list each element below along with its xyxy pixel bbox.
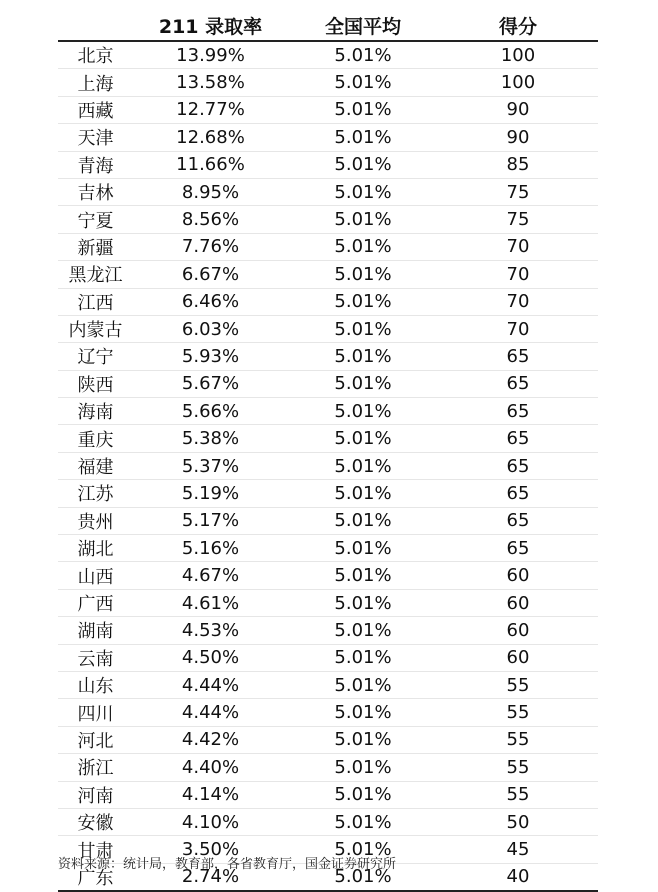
score-cell: 90 [506,99,530,121]
province-cell: 内蒙古 [68,320,123,342]
rate-cell: 4.67% [181,565,240,587]
score-cell: 60 [506,647,530,669]
rate-cell: 4.50% [181,647,240,669]
province-cell: 上海 [77,73,114,95]
average-cell: 5.01% [334,619,392,641]
province-cell: 云南 [77,648,114,670]
average-cell: 5.01% [334,99,392,121]
rate-cell: 6.46% [181,291,240,313]
average-cell: 5.01% [334,181,392,203]
average-cell: 5.01% [334,510,392,532]
province-cell: 北京 [77,46,114,68]
table-body [58,41,598,891]
average-cell: 5.01% [334,866,392,888]
score-cell: 60 [506,619,530,641]
score-cell: 70 [506,318,530,340]
score-cell: 60 [506,592,530,614]
province-cell: 宁夏 [77,210,114,232]
score-cell: 65 [506,482,530,504]
average-cell: 5.01% [334,565,392,587]
average-cell: 5.01% [334,729,392,751]
table-row [58,261,598,288]
province-cell: 四川 [77,703,114,725]
average-cell: 5.01% [334,784,392,806]
table-row [58,535,598,562]
table-row [58,644,598,671]
table-row [58,781,598,808]
province-cell: 海南 [77,402,114,424]
header-row [58,10,598,41]
average-cell: 5.01% [334,839,392,861]
rate-cell: 7.76% [181,236,240,258]
score-cell: 55 [506,674,530,696]
rate-cell: 4.42% [181,729,240,751]
rate-cell: 13.99% [176,44,245,66]
score-cell: 65 [506,510,530,532]
province-cell: 重庆 [77,429,114,451]
table-row [58,151,598,178]
rate-cell: 5.16% [181,537,240,559]
score-cell: 55 [506,784,530,806]
average-cell: 5.01% [334,674,392,696]
province-cell: 湖南 [77,621,114,643]
average-cell: 5.01% [334,44,392,66]
table-row [58,589,598,616]
score-cell: 75 [506,181,530,203]
score-cell: 50 [506,811,530,833]
rate-cell: 4.61% [181,592,240,614]
rate-cell: 5.37% [181,455,240,477]
rate-cell: 6.03% [181,318,240,340]
province-cell: 新疆 [77,237,114,259]
average-cell: 5.01% [334,209,392,231]
rate-cell: 5.19% [181,482,240,504]
province-cell: 福建 [77,457,114,479]
table-row [58,398,598,425]
province-cell: 湖北 [77,539,114,561]
score-cell: 90 [506,126,530,148]
average-cell: 5.01% [334,756,392,778]
rate-cell: 12.77% [176,99,245,121]
source-note: 资料来源：统计局，教育部，各省教育厅，国金证券研究所 [58,857,397,872]
table-row [58,41,598,69]
average-cell: 5.01% [334,455,392,477]
rate-cell: 3.50% [181,839,240,861]
province-cell: 西藏 [77,100,114,122]
table-row [58,699,598,726]
rate-cell: 4.44% [181,674,240,696]
rate-cell: 4.10% [181,811,240,833]
province-cell: 贵州 [77,511,114,533]
average-cell: 5.01% [334,236,392,258]
province-cell: 黑龙江 [68,265,123,287]
score-cell: 60 [506,565,530,587]
average-cell: 5.01% [334,126,392,148]
score-cell: 65 [506,455,530,477]
table-row [58,808,598,835]
table-row [58,288,598,315]
province-cell: 广东 [77,867,114,889]
table-row [58,124,598,151]
rate-cell: 5.38% [181,428,240,450]
table-row [58,178,598,205]
table-row [58,315,598,342]
score-cell: 65 [506,373,530,395]
admission-rate-table-container [58,10,598,892]
score-cell: 70 [506,236,530,258]
average-cell: 5.01% [334,318,392,340]
average-cell: 5.01% [334,291,392,313]
average-cell: 5.01% [334,154,392,176]
rate-cell: 8.95% [181,181,240,203]
score-cell: 65 [506,345,530,367]
table-row [58,480,598,507]
average-cell: 5.01% [334,482,392,504]
province-cell: 陕西 [77,374,114,396]
admission-rate-table [58,10,598,892]
rate-cell: 5.66% [181,400,240,422]
average-cell: 5.01% [334,592,392,614]
province-cell: 天津 [77,128,114,150]
rate-cell: 5.67% [181,373,240,395]
table-row [58,671,598,698]
score-cell: 65 [506,400,530,422]
score-cell: 55 [506,702,530,724]
score-cell: 85 [506,154,530,176]
score-cell: 40 [506,866,530,888]
average-cell: 5.01% [334,428,392,450]
rate-cell: 12.68% [176,126,245,148]
rate-cell: 4.14% [181,784,240,806]
score-cell: 65 [506,537,530,559]
table-row [58,726,598,753]
rate-cell: 8.56% [181,209,240,231]
table-row [58,562,598,589]
table-row [58,754,598,781]
score-cell: 75 [506,209,530,231]
header-211-rate: 211 录取率 [133,10,288,41]
average-cell: 5.01% [334,72,392,94]
score-cell: 65 [506,428,530,450]
average-cell: 5.01% [334,647,392,669]
average-cell: 5.01% [334,373,392,395]
table-row [58,617,598,644]
table-row [58,452,598,479]
score-cell: 70 [506,263,530,285]
score-cell: 55 [506,729,530,751]
score-cell: 55 [506,756,530,778]
province-cell: 浙江 [77,758,114,780]
table-row [58,343,598,370]
table-row [58,69,598,96]
score-cell: 70 [506,291,530,313]
table-row [58,96,598,123]
header-province [58,10,133,41]
province-cell: 江苏 [77,484,114,506]
average-cell: 5.01% [334,400,392,422]
province-cell: 安徽 [77,813,114,835]
province-cell: 广西 [77,594,114,615]
province-cell: 吉林 [77,183,114,205]
province-cell: 河南 [77,785,114,807]
score-cell: 45 [506,839,530,861]
average-cell: 5.01% [334,263,392,285]
rate-cell: 11.66% [176,154,245,176]
rate-cell: 5.17% [181,510,240,532]
province-cell: 江西 [77,292,114,314]
score-cell: 100 [500,44,536,66]
rate-cell: 4.40% [181,756,240,778]
rate-cell: 4.53% [181,619,240,641]
province-cell: 山东 [77,676,114,698]
score-cell: 100 [500,72,536,94]
province-cell: 甘肃 [77,840,114,862]
table-row [58,206,598,233]
rate-cell: 13.58% [176,72,245,94]
average-cell: 5.01% [334,537,392,559]
average-cell: 5.01% [334,345,392,367]
province-cell: 山西 [77,566,114,588]
province-cell: 青海 [77,155,114,177]
header-national-average: 全国平均 [288,10,438,41]
table-header [58,10,598,41]
table-row [58,370,598,397]
table-row [58,233,598,260]
rate-cell: 6.67% [181,263,240,285]
rate-cell: 4.44% [181,702,240,724]
rate-cell: 5.93% [181,345,240,367]
header-score: 得分 [438,10,598,41]
average-cell: 5.01% [334,811,392,833]
province-cell: 辽宁 [77,347,114,369]
average-cell: 5.01% [334,702,392,724]
table-row [58,425,598,452]
table-row [58,507,598,534]
province-cell: 河北 [77,730,114,752]
rate-cell: 2.74% [181,866,240,888]
